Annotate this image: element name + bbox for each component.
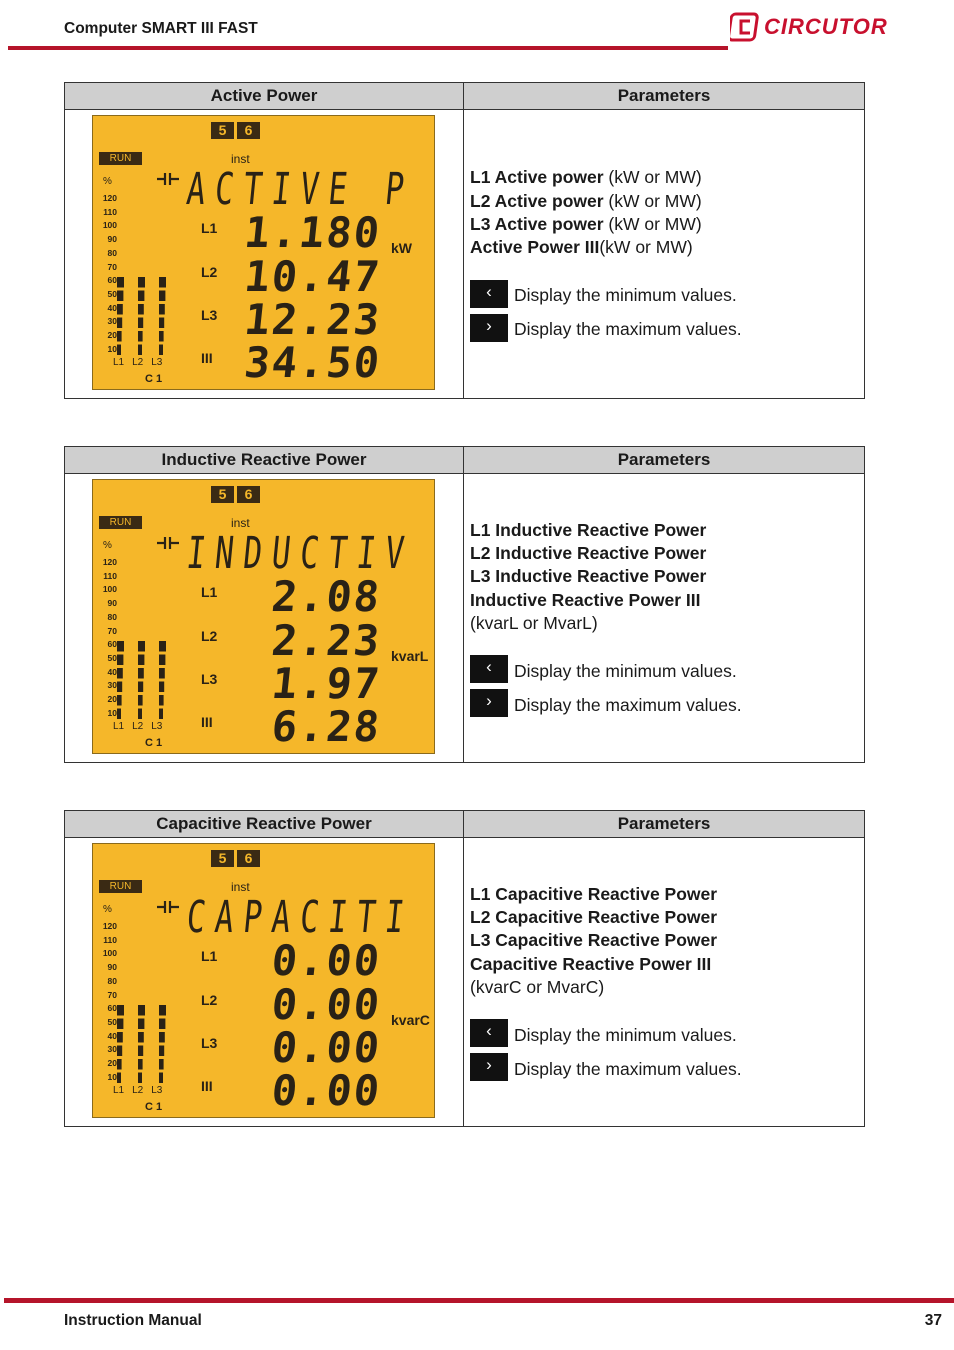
scale-tick-label: 80 <box>107 247 117 258</box>
max-values-line <box>470 1053 864 1081</box>
lcd-value: 6.28 <box>269 702 384 751</box>
bar-segment <box>117 318 122 329</box>
bar-segment <box>117 1005 124 1016</box>
max-values-text: Display the maximum values. <box>514 1058 742 1079</box>
parameter-line <box>470 236 864 259</box>
run-indicator: RUN <box>99 516 142 529</box>
lcd-value: 0.00 <box>269 1023 384 1072</box>
max-values-text: Display the maximum values. <box>514 319 742 340</box>
bar-segment <box>138 1005 145 1016</box>
footer-rule <box>4 1298 954 1303</box>
section-table <box>64 446 865 763</box>
lcd-title: INDUCTIV <box>184 528 417 579</box>
scale-tick-label: 90 <box>107 962 117 973</box>
digit-box: 6 <box>237 486 260 503</box>
scale-tick-label: 100 <box>102 584 117 595</box>
header-rule <box>8 46 728 50</box>
parameter-name: L1 Inductive Reactive Power <box>470 519 707 540</box>
bar-segment <box>138 1046 143 1057</box>
chevron-right-icon: › <box>486 1055 492 1075</box>
bar-segment <box>159 345 163 356</box>
bar-label: L3 <box>151 721 163 732</box>
bar-segment <box>159 1073 163 1084</box>
inst-label: inst <box>231 152 250 166</box>
scale-tick-label: 110 <box>103 206 117 217</box>
bar-label: L1 <box>113 1085 125 1096</box>
chevron-left-icon: ‹ <box>486 657 492 677</box>
digit-box: 6 <box>237 122 260 139</box>
footer-manual-label: Instruction Manual <box>64 1312 202 1329</box>
parameter-name: Capacitive Reactive Power III <box>470 953 712 974</box>
lcd-display <box>92 115 435 390</box>
bar-segment <box>138 655 144 666</box>
phase-bar-graph <box>115 1003 175 1083</box>
bar-labels <box>113 721 170 732</box>
scale-tick-label: 40 <box>107 1030 117 1041</box>
bar-segment <box>138 1073 142 1084</box>
phase-bars <box>115 639 175 719</box>
digit-indicator <box>211 122 260 139</box>
parameter-name: L2 Capacitive Reactive Power <box>470 907 718 928</box>
scale-tick-label: 30 <box>107 680 117 691</box>
bar-segment <box>159 1019 165 1030</box>
parameter-unit: (kW or MW) <box>599 237 693 258</box>
bar-segment <box>138 291 144 302</box>
bar-segment <box>138 1019 144 1030</box>
parameter-line <box>470 906 864 929</box>
bar-segment <box>159 331 164 342</box>
lcd-value: 10.47 <box>242 252 384 301</box>
parameter-line <box>470 929 864 952</box>
digit-indicator <box>211 850 260 867</box>
bar-labels <box>113 357 170 368</box>
scale-tick-label: 70 <box>107 625 117 636</box>
min-values-line <box>470 655 864 683</box>
bar-segment <box>159 1059 164 1070</box>
page-number: 37 <box>924 1312 942 1329</box>
lcd-value: 2.08 <box>269 572 384 621</box>
bar-segment <box>138 331 143 342</box>
parameter-line <box>470 166 864 189</box>
bar-label: L1 <box>113 721 125 732</box>
parameter-line <box>470 883 864 906</box>
scale-tick-label: 20 <box>107 330 117 341</box>
document-title: Computer SMART III FAST <box>64 20 258 37</box>
bar-label: L3 <box>151 1085 163 1096</box>
scale-tick-label: 70 <box>107 261 117 272</box>
spacer <box>470 635 864 655</box>
percent-label: % <box>103 176 112 187</box>
lcd-title: ACTIVE P <box>184 164 417 215</box>
next-button[interactable] <box>470 689 508 717</box>
parameter-unit: (kW or MW) <box>603 214 702 234</box>
parameter-name: L2 Active power <box>470 190 604 211</box>
digit-indicator <box>211 486 260 503</box>
scale-tick-label: 10 <box>107 1071 117 1082</box>
lcd-value: 2.23 <box>269 616 384 665</box>
bar-segment <box>117 682 122 693</box>
min-values-line <box>470 280 864 308</box>
phase-label: L3 <box>201 1035 218 1051</box>
scale-tick-label: 60 <box>107 275 117 286</box>
bar-segment <box>138 304 144 315</box>
bar-segment <box>138 682 143 693</box>
parameters-cell <box>464 838 865 1127</box>
bar-segment <box>117 655 123 666</box>
phase-bars <box>115 1003 175 1083</box>
parameter-line <box>470 953 864 976</box>
chevron-left-icon: ‹ <box>486 1021 492 1041</box>
parameter-line <box>470 190 864 213</box>
percent-label: % <box>103 540 112 551</box>
c1-label: C 1 <box>145 1101 163 1113</box>
c1-label: C 1 <box>145 373 163 385</box>
section-header-right: Parameters <box>464 447 865 474</box>
bar-segment <box>159 695 164 706</box>
bar-segment <box>159 709 163 720</box>
unit-label: kvarC <box>391 1012 430 1028</box>
bar-scale <box>97 920 117 1084</box>
scale-tick-label: 50 <box>107 652 117 663</box>
bar-segment <box>159 304 165 315</box>
capacitor-icon <box>157 536 179 555</box>
scale-tick-label: 100 <box>102 220 117 231</box>
phase-label: L3 <box>201 671 218 687</box>
phase-label: L2 <box>201 628 218 644</box>
bar-label: L2 <box>132 1085 144 1096</box>
min-values-text: Display the minimum values. <box>514 285 737 306</box>
bar-segment <box>159 1032 165 1043</box>
section-header-left: Capacitive Reactive Power <box>65 811 464 838</box>
digit-box: 5 <box>211 850 234 867</box>
parameter-name: L2 Inductive Reactive Power <box>470 543 707 564</box>
scale-tick-label: 60 <box>107 1003 117 1014</box>
bar-segment <box>117 641 124 652</box>
parameter-name: Active Power III <box>470 237 600 258</box>
bar-segment <box>117 1046 122 1057</box>
parameter-unit: (kW or MW) <box>603 167 702 188</box>
bar-segment <box>117 695 122 706</box>
bar-segment <box>117 331 122 342</box>
capacitor-icon <box>157 172 179 191</box>
c1-label: C 1 <box>145 737 163 749</box>
bar-segment <box>117 277 124 288</box>
phase-label: III <box>201 350 213 366</box>
inst-label: inst <box>231 880 250 894</box>
circutor-logo <box>730 10 888 44</box>
phase-label: III <box>201 714 213 730</box>
scale-tick-label: 120 <box>102 193 117 203</box>
bar-segment <box>138 318 143 329</box>
bar-label: L2 <box>132 721 144 732</box>
min-values-text: Display the minimum values. <box>514 660 737 681</box>
bar-scale <box>97 192 117 356</box>
bar-segment <box>159 291 165 302</box>
chevron-right-icon: › <box>486 691 492 711</box>
scale-tick-label: 70 <box>107 989 117 1000</box>
phase-label: L1 <box>201 948 218 964</box>
scale-tick-label: 80 <box>107 975 117 986</box>
phase-bars <box>115 275 175 355</box>
phase-bar-graph <box>115 639 175 719</box>
scale-tick-label: 100 <box>102 948 117 959</box>
lcd-value: 0.00 <box>269 980 384 1029</box>
lcd-display <box>92 843 435 1118</box>
bar-segment <box>159 277 166 288</box>
scale-tick-label: 10 <box>107 343 117 354</box>
bar-label: L3 <box>151 357 163 368</box>
phase-label: L2 <box>201 264 218 280</box>
spacer <box>470 260 864 280</box>
scale-tick-label: 40 <box>107 666 117 677</box>
parameter-name: L3 Inductive Reactive Power <box>470 566 707 587</box>
phase-label: L1 <box>201 584 218 600</box>
bar-segment <box>159 655 165 666</box>
scale-tick-label: 90 <box>107 234 117 245</box>
phase-label: L2 <box>201 992 218 1008</box>
scale-tick-label: 30 <box>107 1044 117 1055</box>
bar-segment <box>159 1005 166 1016</box>
bar-segment <box>117 1059 122 1070</box>
scale-tick-label: 120 <box>102 557 117 567</box>
bar-segment <box>138 1032 144 1043</box>
unit-label: kvarL <box>391 648 429 664</box>
parameter-name: L1 Capacitive Reactive Power <box>470 883 718 904</box>
bar-segment <box>138 641 145 652</box>
bar-labels <box>113 1085 170 1096</box>
lcd-value: 12.23 <box>242 295 384 344</box>
next-button[interactable] <box>470 314 508 342</box>
bar-segment <box>138 709 142 720</box>
parameter-line <box>470 565 864 588</box>
parameter-unit: (kW or MW) <box>603 190 702 211</box>
chevron-right-icon: › <box>486 315 492 335</box>
lcd-display <box>92 479 435 754</box>
section-header-left: Active Power <box>65 83 464 110</box>
unit-note: (kvarL or MvarL) <box>470 612 598 633</box>
section-header-right: Parameters <box>464 811 865 838</box>
scale-tick-label: 30 <box>107 316 117 327</box>
lcd-value: 1.97 <box>269 659 384 708</box>
next-button[interactable] <box>470 1053 508 1081</box>
parameter-line <box>470 519 864 542</box>
section-table <box>64 82 865 399</box>
bar-scale <box>97 556 117 720</box>
bar-segment <box>117 709 121 720</box>
bar-label: L1 <box>113 357 125 368</box>
bar-segment <box>138 345 142 356</box>
bar-segment <box>138 695 143 706</box>
bar-segment <box>117 1019 123 1030</box>
bar-segment <box>159 1046 164 1057</box>
bar-segment <box>117 345 121 356</box>
scale-tick-label: 110 <box>103 570 117 581</box>
parameter-name: L3 Capacitive Reactive Power <box>470 930 718 951</box>
spacer <box>470 999 864 1019</box>
section-header-right: Parameters <box>464 83 865 110</box>
lcd-value: 0.00 <box>269 936 384 985</box>
bar-segment <box>117 1073 121 1084</box>
inst-label: inst <box>231 516 250 530</box>
lcd-cell <box>65 474 464 763</box>
bar-label: L2 <box>132 357 144 368</box>
previous-button[interactable] <box>470 1019 508 1047</box>
parameter-line <box>470 589 864 612</box>
scale-tick-label: 80 <box>107 611 117 622</box>
max-values-line <box>470 689 864 717</box>
min-values-line <box>470 1019 864 1047</box>
run-indicator: RUN <box>99 880 142 893</box>
bar-segment <box>117 304 123 315</box>
bar-segment <box>138 1059 143 1070</box>
percent-label: % <box>103 904 112 915</box>
phase-label: III <box>201 1078 213 1094</box>
unit-note: (kvarC or MvarC) <box>470 976 605 997</box>
parameter-line <box>470 542 864 565</box>
scale-tick-label: 20 <box>107 694 117 705</box>
scale-tick-label: 50 <box>107 1016 117 1027</box>
parameters-cell <box>464 110 865 399</box>
bar-segment <box>159 668 165 679</box>
section-header-left: Inductive Reactive Power <box>65 447 464 474</box>
parameter-name: Inductive Reactive Power III <box>470 589 701 610</box>
min-values-text: Display the minimum values. <box>514 1024 737 1045</box>
lcd-cell <box>65 838 464 1127</box>
phase-bar-graph <box>115 275 175 355</box>
scale-tick-label: 120 <box>102 921 117 931</box>
bar-segment <box>159 318 164 329</box>
lcd-value: 34.50 <box>242 338 384 387</box>
parameter-name: L1 Active power <box>470 167 604 188</box>
bar-segment <box>117 291 123 302</box>
bar-segment <box>117 668 123 679</box>
digit-box: 5 <box>211 486 234 503</box>
bar-segment <box>117 1032 123 1043</box>
run-indicator: RUN <box>99 152 142 165</box>
bar-segment <box>159 641 166 652</box>
lcd-value: 0.00 <box>269 1066 384 1115</box>
scale-tick-label: 60 <box>107 639 117 650</box>
scale-tick-label: 90 <box>107 598 117 609</box>
phase-label: L3 <box>201 307 218 323</box>
scale-tick-label: 10 <box>107 707 117 718</box>
section-table <box>64 810 865 1127</box>
brand-name: CIRCUTOR <box>764 14 888 39</box>
scale-tick-label: 50 <box>107 288 117 299</box>
phase-label: L1 <box>201 220 218 236</box>
digit-box: 6 <box>237 850 260 867</box>
parameter-line <box>470 213 864 236</box>
previous-button[interactable] <box>470 655 508 683</box>
lcd-title: CAPACITI <box>184 892 417 943</box>
max-values-text: Display the maximum values. <box>514 694 742 715</box>
bar-segment <box>159 682 164 693</box>
scale-tick-label: 110 <box>103 934 117 945</box>
parameters-cell <box>464 474 865 763</box>
parameter-name: L3 Active power <box>470 214 604 234</box>
chevron-left-icon: ‹ <box>486 281 492 301</box>
max-values-line <box>470 314 864 342</box>
digit-box: 5 <box>211 122 234 139</box>
capacitor-icon <box>157 900 179 919</box>
scale-tick-label: 20 <box>107 1058 117 1069</box>
unit-label: kW <box>391 240 412 256</box>
bar-segment <box>138 277 145 288</box>
circutor-logo-icon <box>730 12 760 42</box>
previous-button[interactable] <box>470 280 508 308</box>
lcd-value: 1.180 <box>242 208 384 257</box>
lcd-cell <box>65 110 464 399</box>
scale-tick-label: 40 <box>107 302 117 313</box>
bar-segment <box>138 668 144 679</box>
